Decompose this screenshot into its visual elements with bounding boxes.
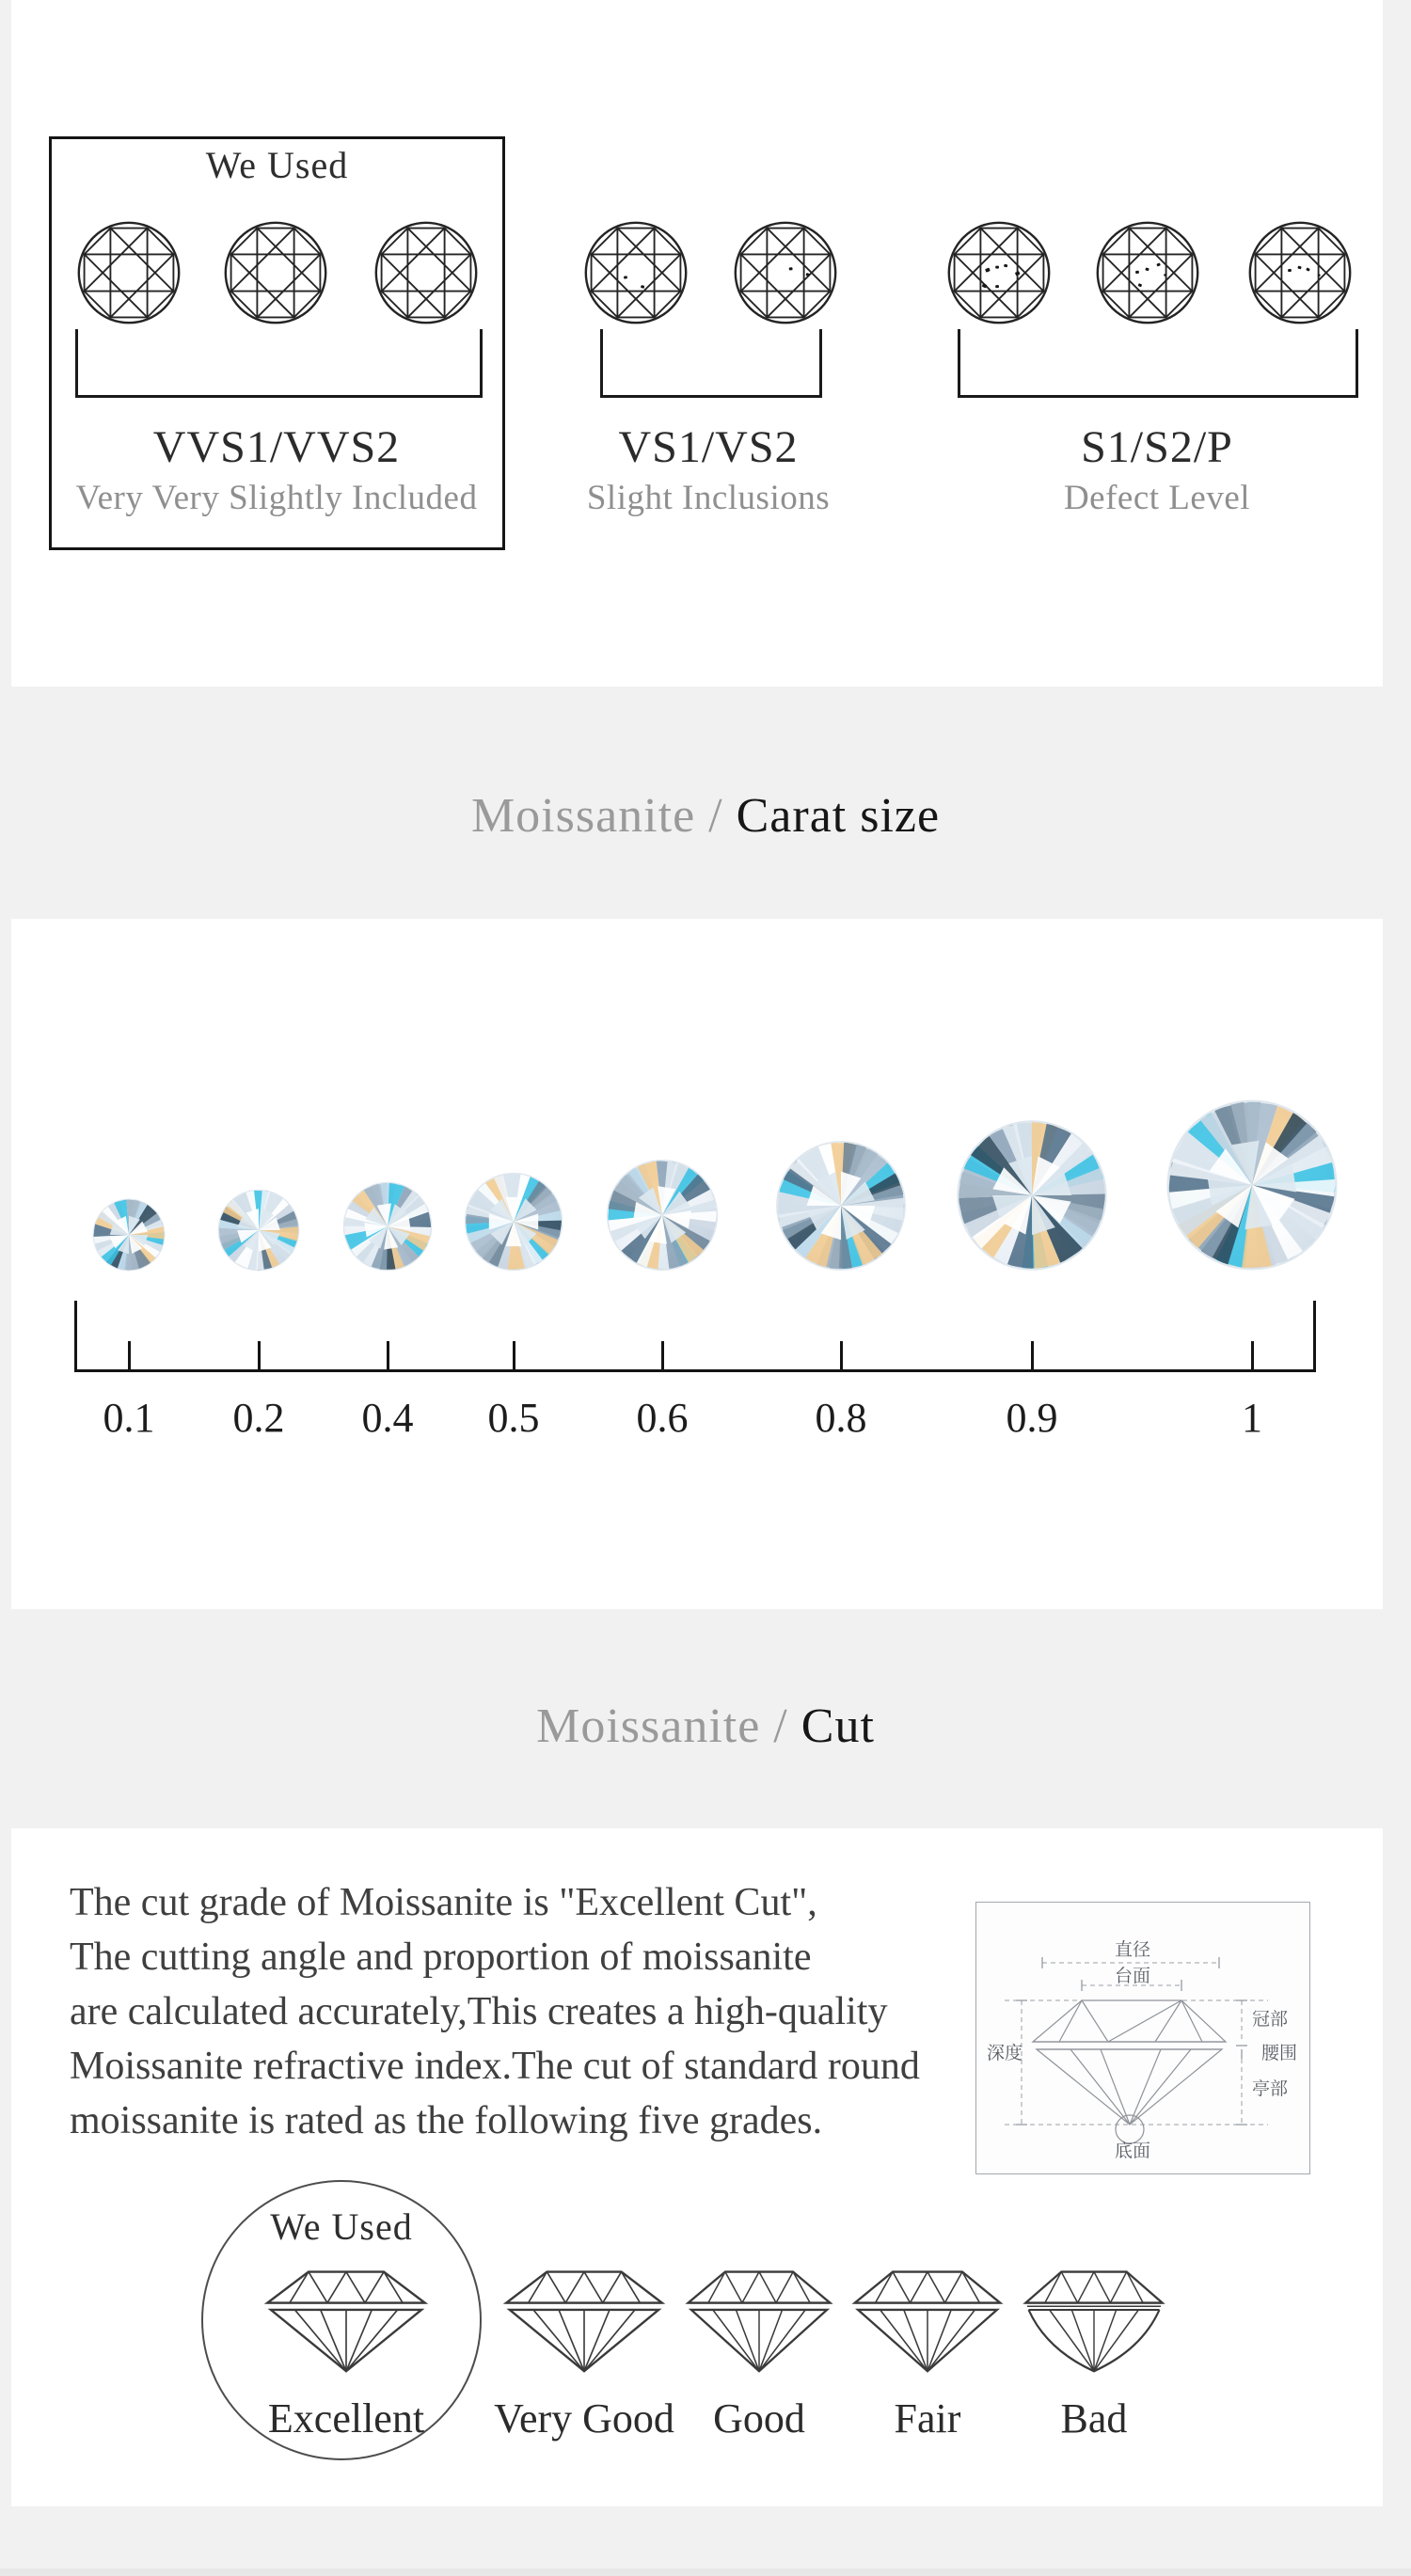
carat-gem-icon — [217, 1189, 300, 1272]
cut-title-accent: Cut — [801, 1699, 875, 1753]
clarity-stone-icon — [946, 220, 1052, 325]
carat-gem-icon — [342, 1181, 433, 1272]
carat-scale-label: 0.9 — [1006, 1395, 1058, 1441]
carat-scale-label: 0.5 — [487, 1395, 540, 1441]
svg-text:腰围: 腰围 — [1260, 2043, 1298, 2063]
carat-scale-label: 0.6 — [636, 1395, 689, 1441]
carat-tick — [840, 1341, 843, 1372]
cut-description-line: Moissanite refractive index.The cut of standard round — [70, 2045, 920, 2088]
cut-diagram — [975, 1902, 1310, 2174]
carat-scale-label: 0.8 — [815, 1395, 867, 1441]
carat-section-title — [0, 788, 1411, 844]
carat-scale-label: 0.1 — [103, 1395, 155, 1441]
cut-diamond-icon — [848, 2267, 1007, 2374]
clarity-section-card — [11, 0, 1383, 687]
clarity-stone-icon — [1095, 220, 1200, 325]
cut-we-used-label: We Used — [270, 2205, 413, 2248]
cut-section-card — [11, 1828, 1383, 2506]
svg-text:亭部: 亭部 — [1251, 2078, 1289, 2099]
cut-diamond-icon — [1020, 2267, 1168, 2374]
carat-tick — [1251, 1341, 1254, 1372]
carat-tick — [513, 1341, 515, 1372]
carat-title-gray: Moissanite / — [470, 789, 737, 843]
carat-tick — [661, 1341, 664, 1372]
cut-grade-label: Good — [713, 2395, 805, 2442]
clarity-bracket — [958, 329, 1358, 398]
clarity-grade-title: VVS1/VVS2 — [152, 422, 401, 472]
cut-diamond-icon — [261, 2267, 432, 2374]
cut-grade-label: Bad — [1060, 2395, 1128, 2442]
carat-gem-icon — [956, 1119, 1108, 1272]
carat-tick — [258, 1341, 261, 1372]
clarity-bracket — [75, 329, 483, 398]
clarity-grade-title: VS1/VS2 — [618, 422, 799, 472]
clarity-stone-icon — [583, 220, 689, 325]
cut-grade-label: Excellent — [267, 2395, 425, 2442]
clarity-stone-icon — [223, 220, 328, 325]
cut-diamond-icon — [682, 2267, 836, 2374]
cut-description-line: The cutting angle and proportion of moissanite — [70, 1936, 812, 1979]
carat-section-card — [11, 919, 1383, 1609]
carat-tick — [128, 1341, 131, 1372]
cut-grade-label: Very Good — [494, 2395, 674, 2442]
carat-gem-icon — [1165, 1098, 1339, 1272]
clarity-stone-icon — [373, 220, 479, 325]
carat-scale-label: 0.4 — [361, 1395, 414, 1441]
cut-diamond-icon — [499, 2267, 669, 2374]
carat-ruler-end-tick — [74, 1301, 77, 1372]
cut-description — [70, 1875, 920, 2148]
clarity-grade-title: S1/S2/P — [1081, 422, 1233, 472]
we-used-label: We Used — [205, 144, 349, 186]
diamond-anatomy-sketch — [976, 1903, 1309, 2173]
carat-gem-icon — [775, 1140, 907, 1272]
svg-text:深度: 深度 — [986, 2043, 1023, 2063]
carat-gem-icon — [92, 1198, 166, 1272]
carat-scale-label: 1 — [1242, 1395, 1262, 1441]
carat-gem-icon — [606, 1159, 719, 1272]
clarity-grade-subtitle: Defect Level — [1063, 479, 1251, 517]
carat-tick — [387, 1341, 389, 1372]
svg-text:底面: 底面 — [1114, 2141, 1151, 2161]
svg-text:冠部: 冠部 — [1251, 2009, 1289, 2030]
clarity-bracket — [600, 329, 822, 398]
carat-scale-label: 0.2 — [232, 1395, 285, 1441]
cut-description-line: moissanite is rated as the following five grades. — [70, 2099, 823, 2142]
cut-grade-label: Fair — [894, 2395, 961, 2442]
carat-title-accent: Carat size — [736, 789, 941, 843]
svg-text:直径: 直径 — [1114, 1939, 1151, 1960]
carat-ruler-line — [74, 1369, 1316, 1372]
cut-title-gray: Moissanite / — [536, 1699, 801, 1753]
cut-description-line: The cut grade of Moissanite is "Excellent Cut", — [70, 1881, 817, 1924]
cut-section-title — [0, 1699, 1411, 1754]
carat-ruler-end-tick — [1313, 1301, 1316, 1372]
carat-tick — [1031, 1341, 1034, 1372]
cut-description-line: are calculated accurately,This creates a high-quality — [70, 1990, 888, 2033]
clarity-stone-icon — [76, 220, 182, 325]
svg-text:台面: 台面 — [1114, 1966, 1151, 1986]
clarity-stone-icon — [733, 220, 838, 325]
clarity-stone-icon — [1247, 220, 1353, 325]
carat-gem-icon — [464, 1172, 563, 1272]
clarity-grade-subtitle: Slight Inclusions — [586, 479, 831, 517]
clarity-grade-subtitle: Very Very Slightly Included — [75, 479, 478, 517]
footer-strip — [0, 2568, 1411, 2576]
